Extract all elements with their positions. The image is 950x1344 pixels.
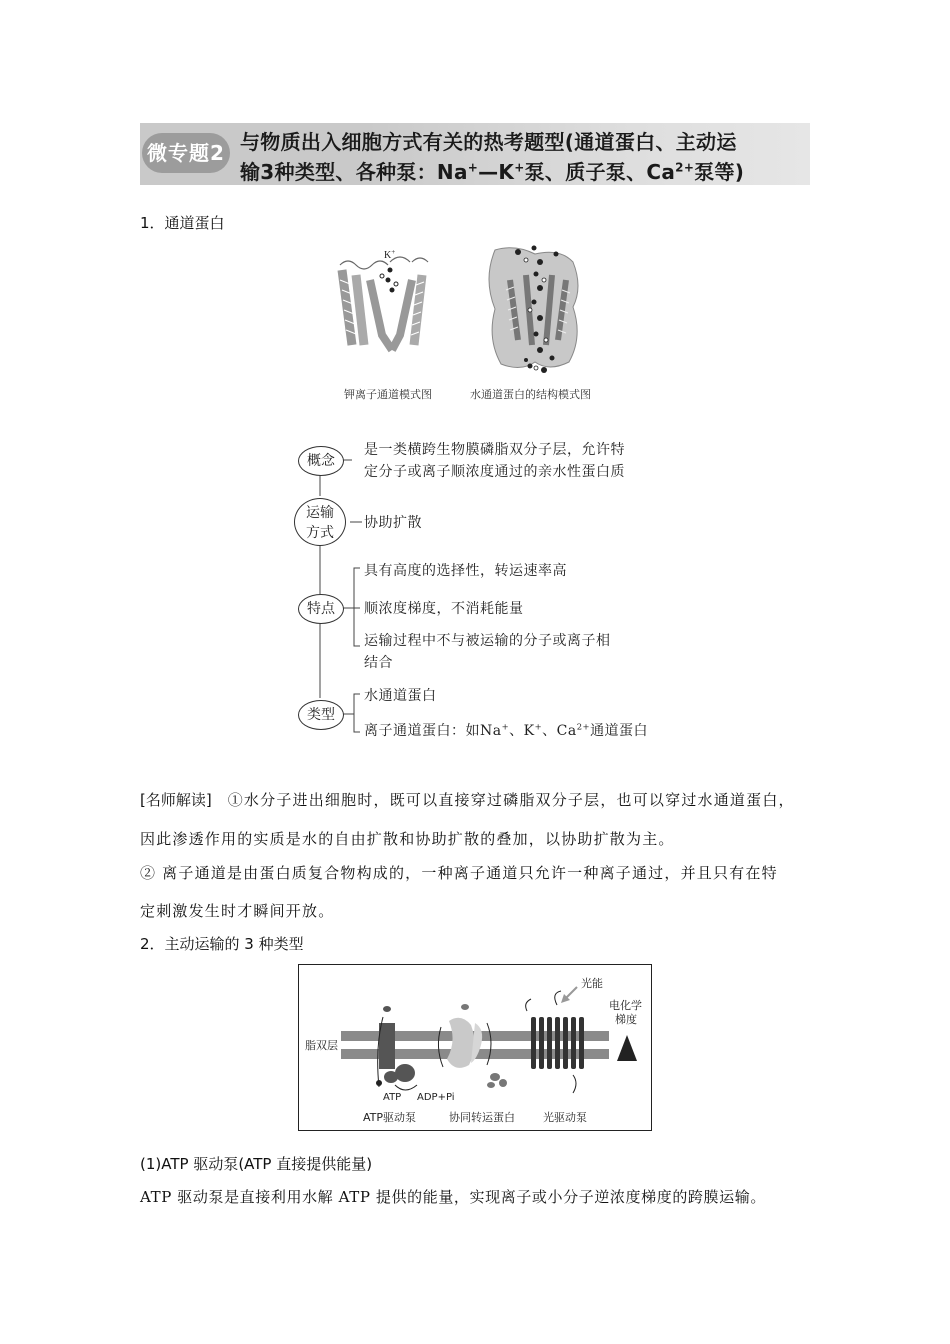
k-ions: [380, 268, 398, 293]
caption-cotransporter: 协同转运蛋白: [449, 1111, 515, 1124]
channel-protein-illustration: [330, 240, 630, 410]
section1-heading: 1．通道蛋白: [140, 214, 225, 232]
k-ion-label: K+: [384, 248, 396, 261]
feature-2: 顺浓度梯度，不消耗能量: [364, 601, 524, 617]
caption-aquaporin: 水通道蛋白的结构模式图: [470, 388, 591, 401]
channel-protein-figure: [330, 240, 630, 410]
aquaporin-drawing: [489, 246, 578, 374]
section2-heading: 2．主动运输的 3 种类型: [140, 935, 304, 953]
commentary-line4: 定刺激发生时才瞬间开放。: [140, 902, 335, 920]
atp-label: ATP: [383, 1092, 402, 1103]
node-transport-mode: 运输 方式: [294, 498, 346, 546]
node-features: 特点: [298, 594, 344, 624]
section2-1-heading: (1)ATP 驱动泵(ATP 直接提供能量): [140, 1155, 373, 1173]
light-driven-pump: [526, 991, 584, 1093]
node-types: 类型: [298, 700, 344, 730]
atp-pump: [376, 1006, 417, 1090]
cotransporter: [438, 1004, 507, 1088]
channel-protein-concept-map: [292, 436, 672, 746]
k-channel-drawing: [340, 257, 428, 350]
active-transport-figure: [298, 964, 652, 1131]
feature-1: 具有高度的选择性，转运速率高: [364, 563, 567, 579]
gradient-label-1: 电化学: [609, 999, 642, 1012]
commentary-label: [名师解读]: [140, 791, 212, 809]
active-transport-illustration: [299, 965, 650, 1129]
light-arrow-icon: [561, 987, 577, 1003]
topic-banner: [140, 123, 810, 185]
gradient-label-2: 梯度: [615, 1013, 637, 1026]
light-energy-label: 光能: [581, 977, 603, 990]
type-1: 水通道蛋白: [364, 688, 437, 704]
transport-text: 协助扩散: [364, 515, 422, 531]
commentary-line3: ② 离子通道是由蛋白质复合物构成的，一种离子通道只允许一种离子通过，并且只有在特: [140, 864, 778, 882]
banner-title-line2: 输3种类型、各种泵：Na+—K+泵、质子泵、$Ca^{2+}$泵等): [240, 160, 745, 184]
section2-1-text: ATP 驱动泵是直接利用水解 ATP 提供的能量，实现离子或小分子逆浓度梯度的跨膜运输。: [140, 1188, 766, 1206]
bilayer-label: 脂双层: [305, 1039, 338, 1052]
commentary-line2: 因此渗透作用的实质是水的自由扩散和协助扩散的叠加，以协助扩散为主。: [140, 830, 675, 848]
caption-light-pump: 光驱动泵: [543, 1111, 587, 1124]
node-concept: 概念: [298, 446, 344, 476]
feature-3-line2: 结合: [364, 655, 393, 671]
feature-3-line1: 运输过程中不与被运输的分子或离子相: [364, 633, 611, 649]
gradient-triangle-icon: [617, 1035, 637, 1061]
concept-text-line2: 定分子或离子顺浓度通过的亲水性蛋白质: [364, 464, 625, 480]
topic-badge: 微专题2: [142, 133, 230, 173]
caption-atp-pump: ATP驱动泵: [363, 1111, 417, 1124]
banner-title-line1: 与物质出入细胞方式有关的热考题型(通道蛋白、主动运: [240, 130, 737, 154]
commentary-line1: [名师解读] ①水分子进出细胞时，既可以直接穿过磷脂双分子层，也可以穿过水通道蛋白，: [140, 791, 795, 809]
concept-map-lines: [292, 436, 672, 746]
caption-k-channel: 钾离子通道模式图: [344, 388, 432, 401]
concept-text-line1: 是一类横跨生物膜磷脂双分子层，允许特: [364, 442, 625, 458]
type-2: 离子通道蛋白：如Na+、K+、$Ca^{2+}$通道蛋白: [364, 721, 649, 739]
adp-label: ADP+Pi: [417, 1092, 455, 1103]
